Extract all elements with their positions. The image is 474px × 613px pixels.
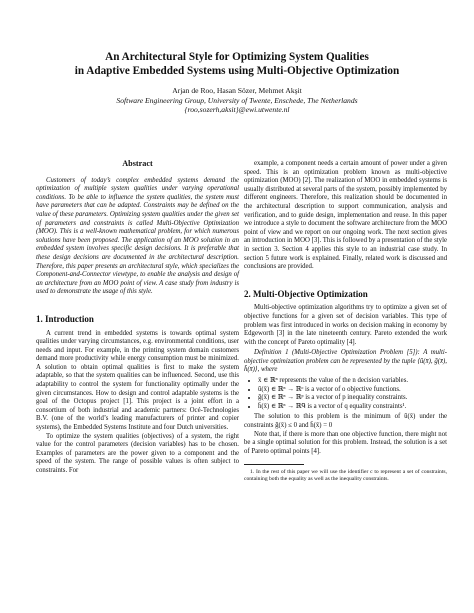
- moo-heading: 2. Multi-Objective Optimization: [244, 288, 368, 299]
- intro-paragraph-2: To optimize the system qualities (objectives) of a system, the right value for the control parameters (decision variables) has to be chosen. Examples of parameters are the power given to a component and the speed of the system. The range of possible values is often subject to constraints. For: [36, 432, 239, 474]
- footnote: 1. In the rest of this paper we will use the identifier c to represent a set of constraints, containing both the equality as well as the inequality constraints.: [244, 469, 447, 483]
- moo-paragraph-2: The solution to this problem is the minimum of ū(x̄) under the constraints ḡ(x̄) ≤ 0 and h̄(x̄) = 0: [244, 413, 447, 430]
- author-names: Arjan de Roo, Hasan Sözer, Mehmet Akşit: [172, 86, 302, 95]
- title-line-2: in Adaptive Embedded Systems using Multi-Objective Optimization: [74, 65, 400, 77]
- title-line-1: An Architectural Style for Optimizing System Qualities: [105, 51, 369, 63]
- bullet-objectives: • ū(x̄) ∈ ℝⁿ → ℝᵒ is a vector of o objective functions.: [258, 386, 447, 395]
- definition-bullets: [244, 377, 447, 411]
- abstract-heading: Abstract: [122, 159, 153, 168]
- affiliation: Software Engineering Group, University of Twente, Enschede, The Netherlands: [116, 95, 358, 105]
- emails: {roo,sozerh,aksit}@ewi.utwente.nl: [184, 105, 290, 115]
- right-paragraph-1: example, a component needs a certain amount of power under a given speed. This is an optimization problem known as multi-objective optimization (MOO) [2]. The realization of MOO in embedded systems is usually distributed at several parts of the system, possibly implemented by different engineers. Therefore, this realization should be documented in the architectural description to support communication, analysis and verification, and to guide design, implementation and reuse. In this paper we introduce a style to document the software architecture from the MOO point of view and we report on our ongoing work. The next section gives an introduction in MOO [3]. This is followed by a presentation of the style in section 3. Section 4 applies this style to an industrial case study. In section 5 future work is explained. Finally, related work is discussed and conclusions are provided.: [244, 160, 447, 271]
- footnote-rule: [244, 464, 304, 465]
- definition-1: Definition 1 (Multi-Objective Optimization Problem [5]): A multi-objective optimization problem can be represented by the tuple ⟨ū(x̄), ḡ(x̄), h̄(x̄)⟩, where: [244, 349, 447, 374]
- bullet-decision-vars: • x̄ ∈ ℝⁿ represents the value of the n decision variables.: [258, 377, 447, 386]
- authors-block: [40, 86, 434, 115]
- right-column: [244, 160, 447, 483]
- bullet-inequality: • ḡ(x̄) ∈ ℝⁿ → ℝᵖ is a vector of p inequality constraints.: [258, 394, 447, 403]
- abstract-text: Customers of today’s complex embedded systems demand the optimization of multiple system qualities under varying operational conditions. To be able to influence the system qualities, the system must have parameters that can be adapted. Constraints may be defined on the value of these parameters. Optimizing system qualities under the given set of parameters and constraints is called Multi-Objective Optimization (MOO). This is a well-known mathematical problem, for which numerous solutions have been proposed. The application of an MOO solution in an embedded system involves specific design decisions. It is preferable that these design decisions are documented in the architectural description. Therefore, this paper presents an architectural style, which specializes the Component-and-Connector viewtype, to enable the analysis and design of an architecture from an MOO point of view. A case study from industry is used to demonstrate the usage of this style.: [36, 176, 239, 296]
- moo-paragraph-3: Note that, if there is more than one objective function, there might not be a single optimal solution for this problem. Instead, the solution is a set of Pareto optimal points [4].: [244, 430, 447, 455]
- intro-paragraph-1: A current trend in embedded systems is towards optimal system qualities under varying circumstances, e.g. environmental conditions, user needs and input. For example, in the printing system domain customers demand more productivity while energy consumption must be minimized. A solution to obtain optimal qualities is first to make the system adaptable, so that the system qualities can be influenced. Second, use this adaptability to control the system for functionality optimally under the given circumstances. How to design and control adaptable systems is the goal of the Octopus project [1]. This project is a joint effort in a consortium of both industrial and academic partners: Océ-Technologies B.V. (one of the world’s leading manufacturers of printer and copier systems), the Embedded Systems Institute and four Dutch universities.: [36, 329, 239, 432]
- intro-heading: 1. Introduction: [36, 313, 94, 324]
- left-column: [36, 160, 239, 476]
- moo-paragraph-1: Multi-objective optimization algorithms try to optimize a given set of objective functions for a given set of decision variables. This type of problem was first introduced in works on decision making in economy by Edgeworth [3] in the late nineteenth century. Pareto extended the work with the concept of Pareto optimality [4].: [244, 304, 447, 346]
- paper-title: [40, 50, 434, 78]
- bullet-equality: • h̄(x̄) ∈ ℝⁿ → ℝᑫ is a vector of q equality constraints¹.: [258, 403, 447, 412]
